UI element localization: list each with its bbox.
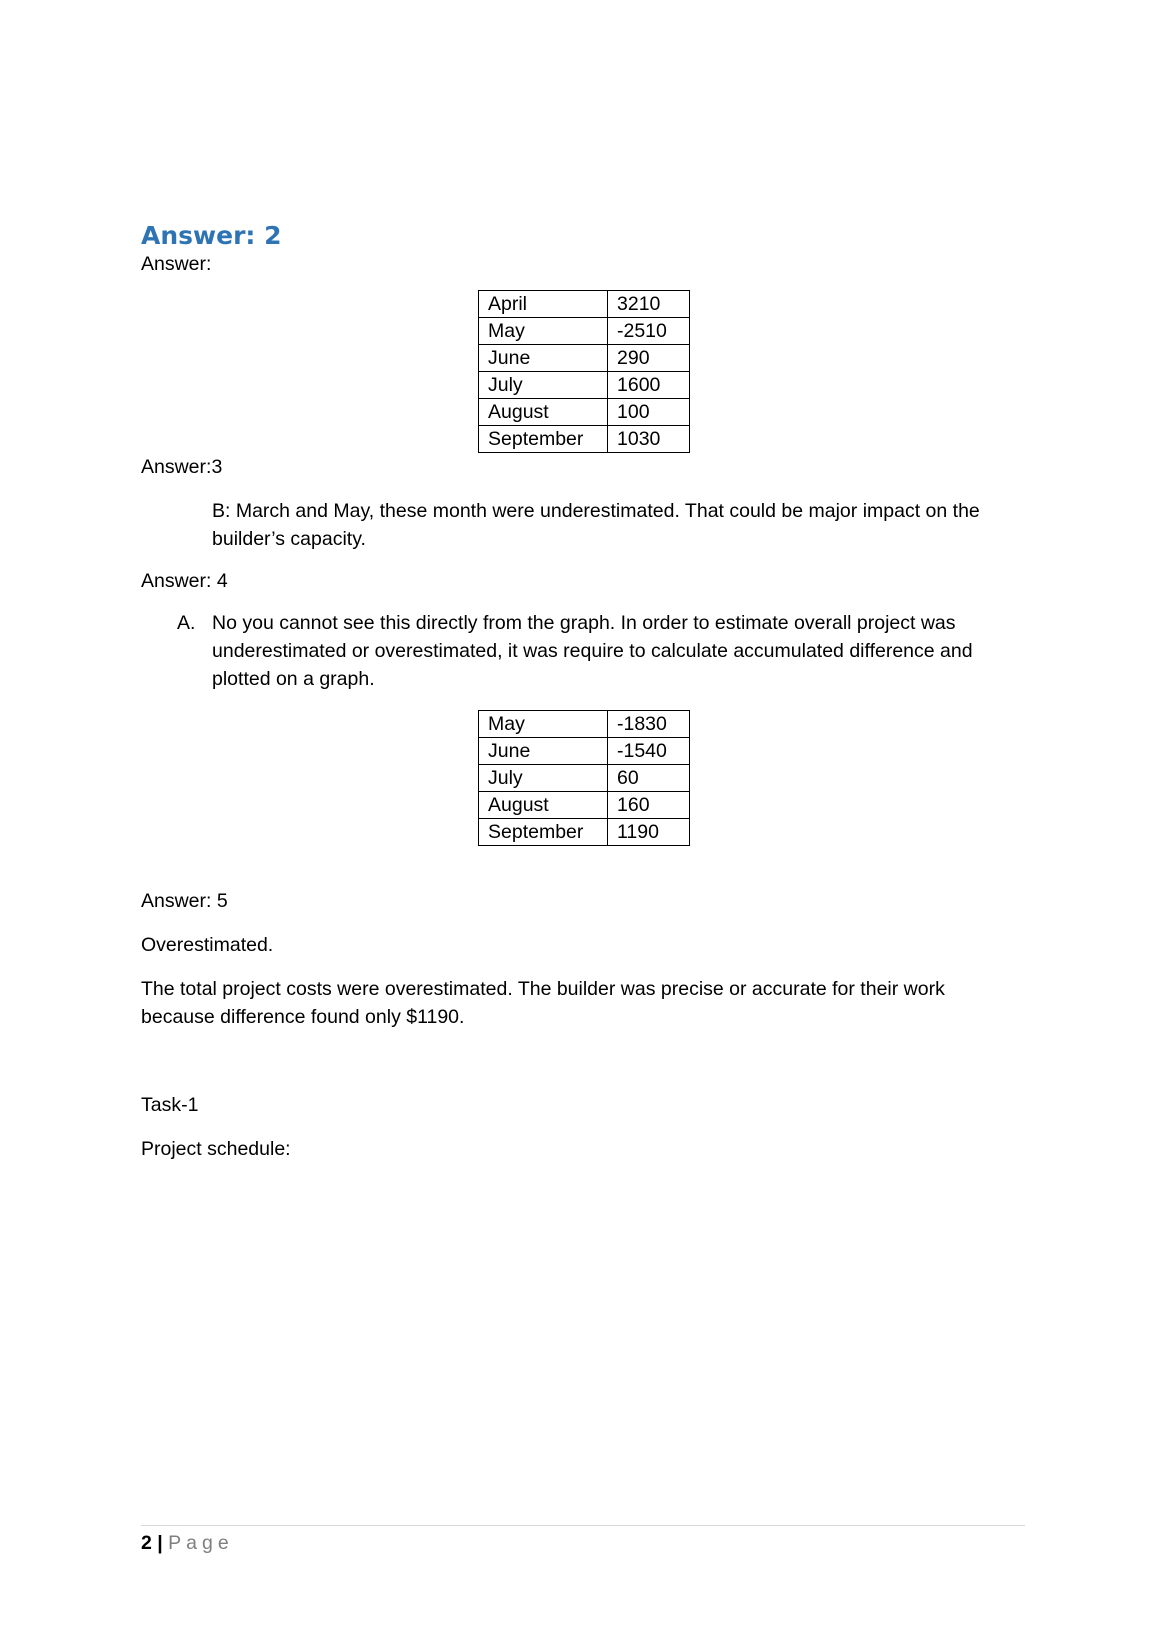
table-cell-month: May bbox=[479, 318, 608, 345]
table-cell-month: April bbox=[479, 291, 608, 318]
table-cell-month: August bbox=[479, 792, 608, 819]
table-cell-month: July bbox=[479, 372, 608, 399]
monthly-difference-table bbox=[478, 290, 690, 453]
table-cell-value: 290 bbox=[608, 345, 690, 372]
table-row bbox=[479, 318, 690, 345]
table-row bbox=[479, 765, 690, 792]
table-row bbox=[479, 291, 690, 318]
table-cell-value: 100 bbox=[608, 399, 690, 426]
table-cell-value: 1190 bbox=[608, 819, 690, 846]
table-cell-value: -1540 bbox=[608, 738, 690, 765]
answer-3-text: B: March and May, these month were underestimated. That could be major impact on the builder’s capacity. bbox=[212, 500, 980, 550]
answer-4-list-item bbox=[177, 609, 1021, 693]
table-cell-month: June bbox=[479, 738, 608, 765]
table-row bbox=[479, 711, 690, 738]
page-separator: | bbox=[157, 1532, 163, 1554]
project-schedule-label: Project schedule: bbox=[141, 1138, 291, 1160]
table-row bbox=[479, 738, 690, 765]
table-row bbox=[479, 792, 690, 819]
table-cell-month: July bbox=[479, 765, 608, 792]
answer-4-item-text: No you cannot see this directly from the graph. In order to estimate overall project was underestimated or overestimated, it was require to calculate accumulated difference and plotted on a graph. bbox=[212, 612, 973, 690]
answer-5-label: Answer: 5 bbox=[141, 890, 228, 912]
table-cell-value: -2510 bbox=[608, 318, 690, 345]
table-cell-month: May bbox=[479, 711, 608, 738]
footer-divider bbox=[141, 1525, 1025, 1526]
table-cell-month: August bbox=[479, 399, 608, 426]
answer-5-text: The total project costs were overestimated. The builder was precise or accurate for their work because difference found only $1190. bbox=[141, 978, 945, 1028]
table-cell-month: September bbox=[479, 819, 608, 846]
table-row bbox=[479, 399, 690, 426]
task-1-label: Task-1 bbox=[141, 1094, 199, 1116]
page-number: 2 bbox=[141, 1532, 152, 1554]
answer-2-heading: Answer: 2 bbox=[141, 221, 282, 250]
answer-4-label: Answer: 4 bbox=[141, 570, 228, 592]
table-cell-value: 1030 bbox=[608, 426, 690, 453]
table-cell-value: 60 bbox=[608, 765, 690, 792]
page-word: Page bbox=[168, 1532, 234, 1554]
answer-5-verdict: Overestimated. bbox=[141, 934, 274, 956]
list-marker: A. bbox=[177, 612, 196, 634]
page-footer bbox=[141, 1529, 234, 1557]
table-cell-value: 3210 bbox=[608, 291, 690, 318]
table-cell-value: 1600 bbox=[608, 372, 690, 399]
answer-3-label: Answer:3 bbox=[141, 456, 223, 478]
table-cell-month: June bbox=[479, 345, 608, 372]
table-row bbox=[479, 372, 690, 399]
table-cell-value: -1830 bbox=[608, 711, 690, 738]
answer-2-label: Answer: bbox=[141, 253, 212, 275]
table-cell-month: September bbox=[479, 426, 608, 453]
table-row bbox=[479, 345, 690, 372]
table-row bbox=[479, 819, 690, 846]
table-row bbox=[479, 426, 690, 453]
table-cell-value: 160 bbox=[608, 792, 690, 819]
page-content bbox=[141, 220, 1021, 1163]
accumulated-difference-table bbox=[478, 710, 690, 846]
